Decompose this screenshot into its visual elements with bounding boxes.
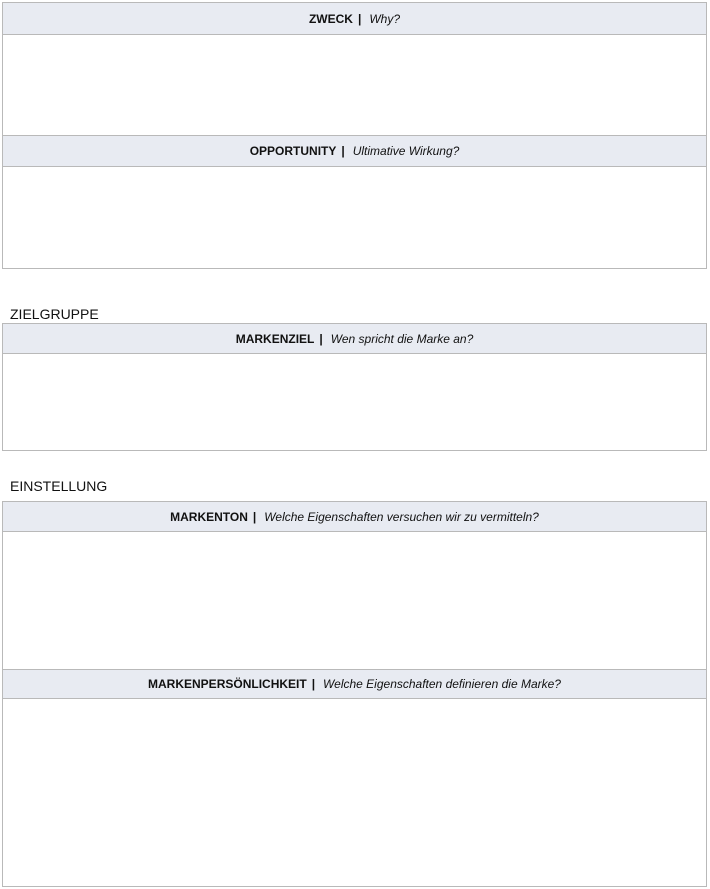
opportunity-input-cell[interactable] — [3, 167, 706, 267]
einstellung-section-label: EINSTELLUNG — [10, 478, 108, 494]
markenton-input-cell[interactable] — [3, 532, 706, 669]
purpose-table — [2, 2, 707, 269]
markenpersoenlichkeit-input-cell[interactable] — [3, 699, 706, 884]
target-group-table — [2, 323, 707, 451]
markenpersoenlichkeit-separator: | — [311, 677, 316, 691]
opportunity-separator: | — [341, 144, 345, 158]
markenziel-question: Wen spricht die Marke an? — [330, 331, 474, 346]
opportunity-header — [3, 135, 706, 167]
markenziel-key: MARKENZIEL — [235, 331, 315, 346]
markenpersoenlichkeit-question: Welche Eigenschaften definieren die Marke? — [323, 677, 561, 691]
markenton-key: MARKENTON — [170, 509, 248, 524]
markenziel-separator: | — [319, 331, 323, 346]
zielgruppe-section-label: ZIELGRUPPE — [10, 306, 99, 322]
markenpersoenlichkeit-header — [3, 669, 706, 699]
zweck-header — [3, 3, 706, 35]
zweck-separator: | — [357, 11, 362, 26]
markenton-header — [3, 502, 706, 532]
opportunity-question: Ultimative Wirkung? — [352, 144, 460, 158]
zweck-key: ZWECK — [308, 11, 353, 26]
markenpersoenlichkeit-key: MARKENPERSÖNLICHKEIT — [148, 677, 307, 691]
markenziel-header — [3, 324, 706, 354]
attitude-table — [2, 501, 707, 887]
zweck-input-cell[interactable] — [3, 35, 706, 135]
opportunity-key: OPPORTUNITY — [249, 144, 337, 158]
markenton-question: Welche Eigenschaften versuchen wir zu vermitteln? — [264, 509, 539, 524]
markenton-separator: | — [252, 509, 257, 524]
zweck-question: Why? — [369, 11, 401, 26]
markenziel-input-cell[interactable] — [3, 354, 706, 450]
